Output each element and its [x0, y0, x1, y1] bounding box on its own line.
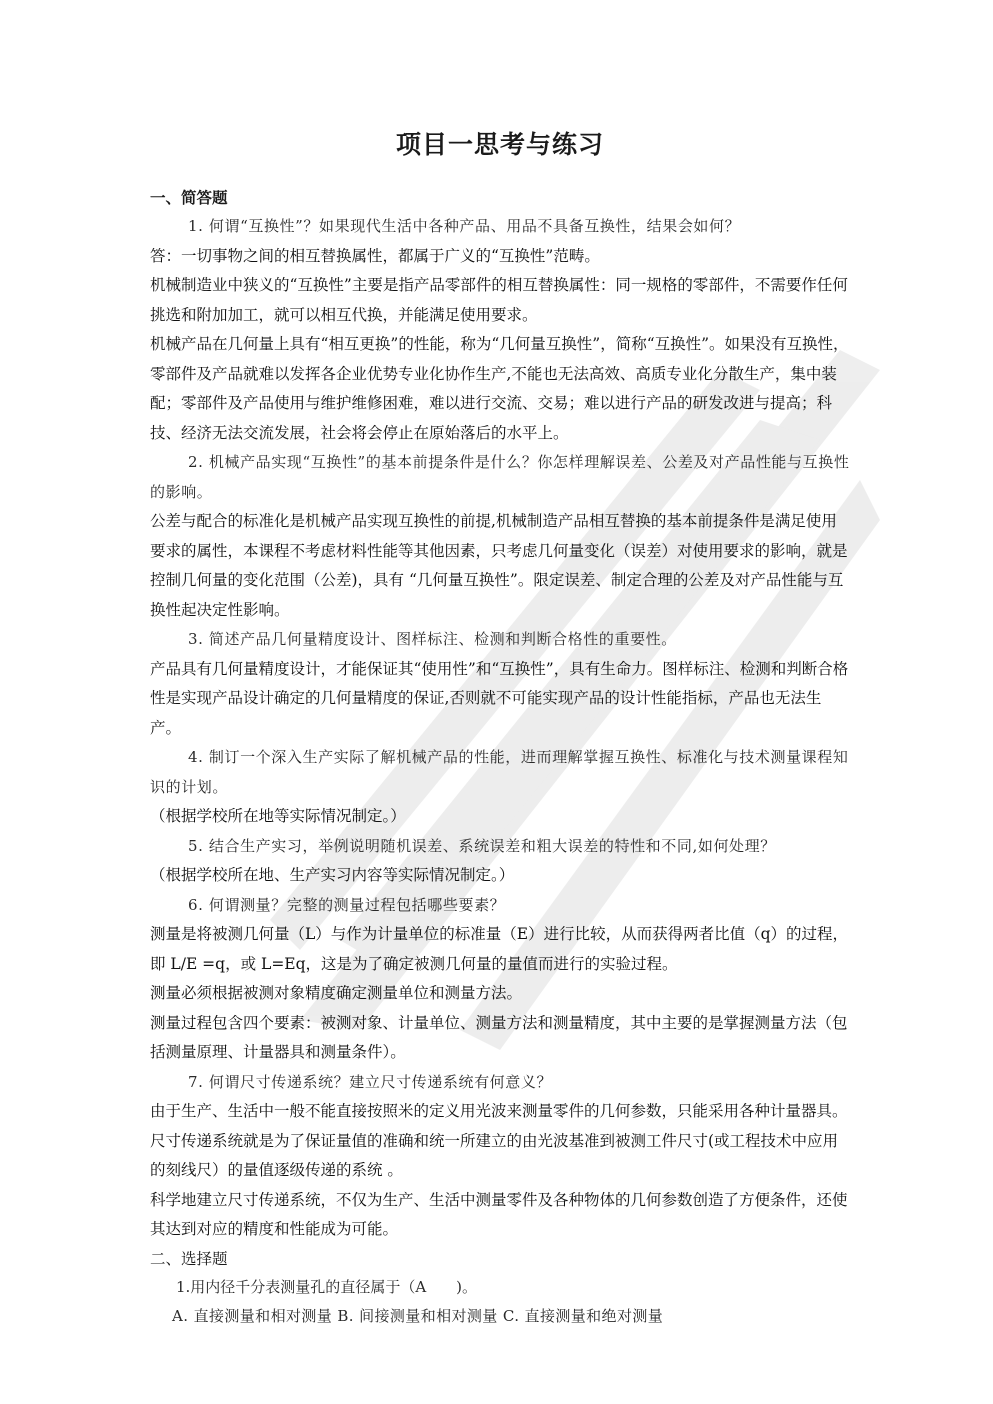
page-title: 项目一思考与练习	[395, 130, 604, 159]
answer-paragraph: 由于生产、生活中一般不能直接按照米的定义用光波来测量零件的几何参数，只能采用各种计量器具。	[150, 1102, 848, 1120]
question-7: 7. 何谓尺寸传递系统？建立尺寸传递系统有何意义？	[188, 1072, 553, 1091]
answer-paragraph: 科学地建立尺寸传递系统，不仅为生产、生活中测量零件及各种物体的几何参数创造了方便条件，还使其达到对应的精度和性能成为可能。	[150, 1190, 848, 1238]
answer-paragraph: 产品具有几何量精度设计，才能保证其“使用性”和“互换性”，具有生命力。图样标注、检测和判断合格性是实现产品设计确定的几何量精度的保证,否则就不可能实现产品的设计性能指标，产品也无法生产。	[150, 659, 849, 737]
answer-paragraph: 测量是将被测几何量（L）与作为计量单位的标准量（E）进行比较，从而获得两者比值（q）的过程，即 L/E =q，或 L=Eq，这是为了确定被测几何量的量值而进行的实验过程。	[150, 925, 849, 973]
question-1: 1. 何谓“互换性”？如果现代生活中各种产品、用品不具备互换性，结果会如何？	[188, 217, 741, 235]
answer-paragraph: 公差与配合的标准化是机械产品实现互换性的前提,机械制造产品相互替换的基本前提条件是满足使用要求的属性，本课程不考虑材料性能等其他因素，只考虑几何量变化（误差）对使用要求的影响，就是控制几何量的变化范围（公差)，具有 “几何量互换性”。限定误差、制定合理的公差及对产品性能与互换性起决定性影响。	[150, 512, 848, 619]
answer-paragraph: （根据学校所在地等实际情况制定。）	[150, 807, 406, 825]
answer-paragraph: （根据学校所在地、生产实习内容等实际情况制定。）	[150, 866, 515, 884]
answer-paragraph: 答：一切事物之间的相互替换属性，都属于广义的“互换性”范畴。	[150, 246, 600, 265]
section-heading-multiple-choice: 二、选择题	[150, 1249, 228, 1268]
answer-paragraph: 测量过程包含四个要素：被测对象、计量单位、测量方法和测量精度，其中主要的是掌握测量方法（包括测量原理、计量器具和测量条件）。	[150, 1013, 848, 1061]
choice-options-1: A. 直接测量和相对测量 B. 间接测量和相对测量 C. 直接测量和绝对测量	[172, 1307, 664, 1325]
question-4: 4. 制订一个深入生产实际了解机械产品的性能，进而理解掌握互换性、标准化与技术测量课程知识的计划。	[150, 748, 849, 796]
question-3: 3. 简述产品几何量精度设计、图样标注、检测和判断合格性的重要性。	[188, 630, 677, 648]
answer-paragraph: 机械制造业中狭义的“互换性”主要是指产品零部件的相互替换属性：同一规格的零部件，不需要作任何挑选和附加加工，就可以相互代换，并能满足使用要求。	[150, 276, 848, 324]
question-2: 2. 机械产品实现“互换性”的基本前提条件是什么？你怎样理解误差、公差及对产品性能与互换性的影响。	[150, 453, 850, 501]
answer-paragraph: 机械产品在几何量上具有“相互更换”的性能，称为“几何量互换性”，简称“互换性”。如果没有互换性，零部件及产品就难以发挥各企业优势专业化协作生产,不能也无法高效、高质专业化分散生产，集中装配；零部件及产品使用与维护维修困难，难以进行交流、交易；难以进行产品的研发改进与提高；科技、经济无法交流发展，社会将会停止在原始落后的水平上。	[150, 335, 849, 442]
choice-question-1: 1.用内径千分表测量孔的直径属于（A )。	[176, 1277, 477, 1296]
document-content	[150, 128, 850, 1332]
question-5: 5. 结合生产实习，举例说明随机误差、系统误差和粗大误差的特性和不同,如何处理？	[188, 836, 776, 855]
section-heading-short-answer: 一、简答题	[150, 189, 228, 207]
question-6: 6. 何谓测量？完整的测量过程包括哪些要素？	[188, 895, 506, 914]
answer-paragraph: 测量必须根据被测对象精度确定测量单位和测量方法。	[150, 984, 523, 1002]
answer-paragraph: 尺寸传递系统就是为了保证量值的准确和统一所建立的由光波基准到被测工件尺寸(或工程技术中应用的刻线尺）的量值逐级传递的系统 。	[150, 1131, 839, 1179]
